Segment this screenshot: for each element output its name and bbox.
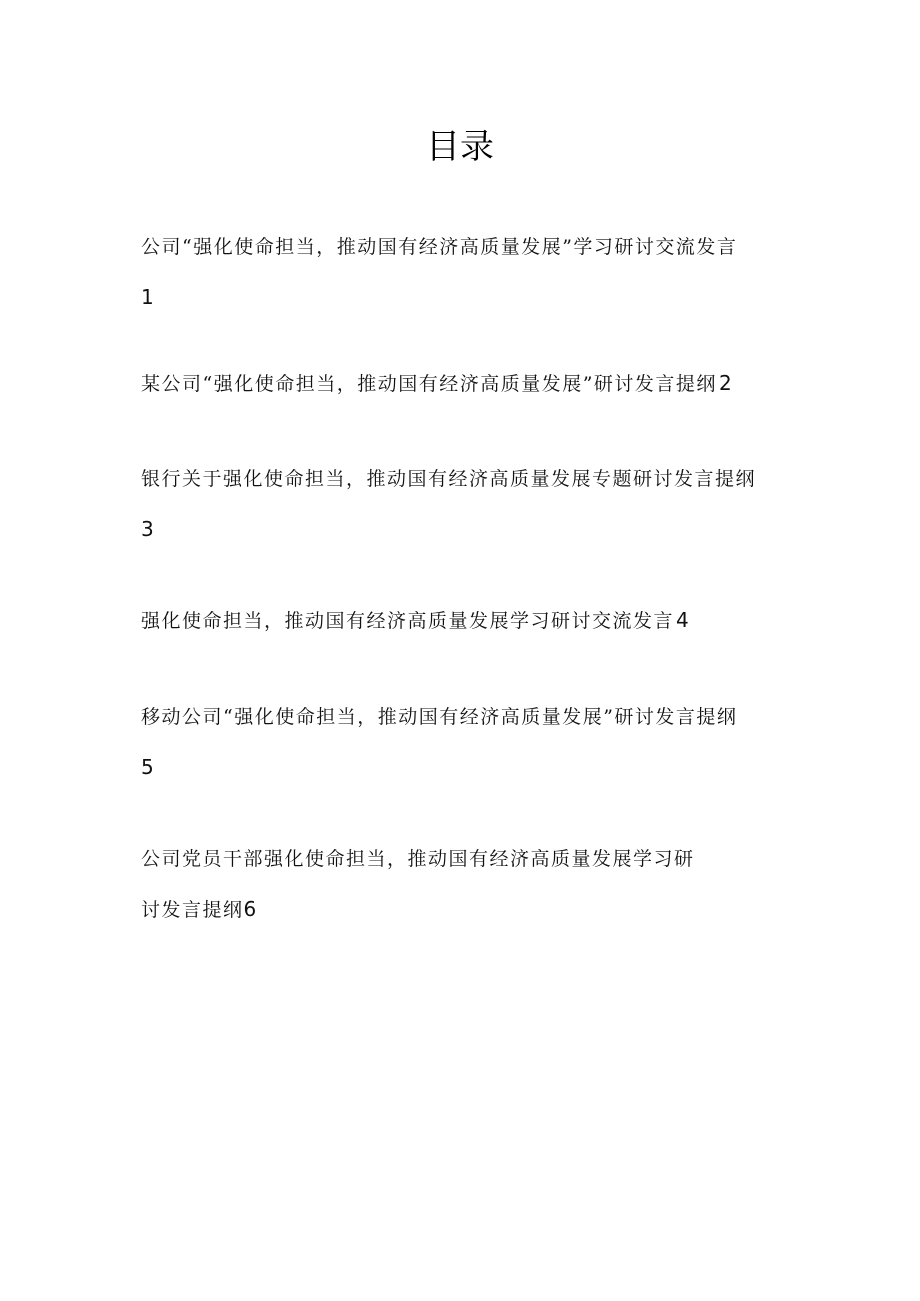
toc-entry-page-number: 2 (718, 371, 732, 395)
toc-entry-page-number: 3 (141, 517, 154, 541)
toc-entry-text-continued: 讨发言提纲 (141, 899, 244, 921)
toc-entry[interactable] (141, 595, 791, 646)
toc-entry[interactable] (141, 454, 791, 554)
toc-entry-text: 强化使命担当，推动国有经济高质量发展学习研讨交流发言 (141, 610, 675, 632)
toc-entry[interactable] (141, 358, 791, 409)
toc-entry-line (141, 358, 791, 409)
toc-entry-text: 公司“强化使命担当，推动国有经济高质量发展”学习研讨交流发言 (141, 236, 738, 258)
toc-entry[interactable] (141, 692, 791, 792)
toc-entry-line (141, 884, 791, 935)
toc-entry-page-number: 5 (141, 755, 154, 779)
toc-entry-page-number: 4 (676, 608, 689, 632)
toc-entry-text: 银行关于强化使命担当，推动国有经济高质量发展专题研讨发言提纲 (141, 468, 757, 490)
toc-entry-page-number: 6 (243, 897, 257, 921)
toc-title: 目录 (426, 127, 494, 167)
toc-entry-text: 某公司“强化使命担当，推动国有经济高质量发展”研讨发言提纲 (141, 373, 717, 395)
toc-entry-text: 公司党员干部强化使命担当，推动国有经济高质量发展学习研 (141, 848, 695, 870)
toc-entry-page-number: 1 (141, 285, 154, 309)
toc-entry-text: 移动公司“强化使命担当，推动国有经济高质量发展”研讨发言提纲 (141, 706, 738, 728)
toc-entry[interactable] (141, 834, 791, 935)
toc-entry-line (141, 595, 791, 646)
toc-entry[interactable] (141, 222, 791, 322)
